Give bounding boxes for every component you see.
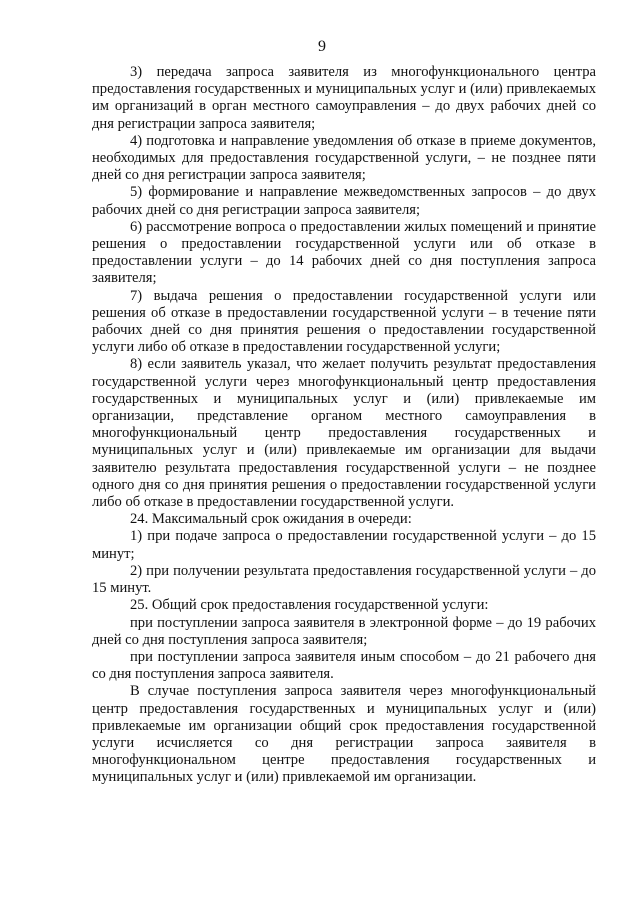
paragraph: 5) формирование и направление межведомственных запросов – до двух рабочих дней со дня регистрации запроса заявителя; <box>92 184 596 218</box>
paragraph: 3) передача запроса заявителя из многофункционального центра предоставления государственных и муниципальных услуг и (или) привлекаемых им организаций в орган местного самоуправления – до двух рабочих дней со дня регистрации запроса заявителя; <box>92 64 596 132</box>
paragraph: 8) если заявитель указал, что желает получить результат предоставления государственной услуги через многофункциональный центр предоставления государственных и муниципальных услуг и (или) привлекаемые им организации, представление органом местного самоуправления в многофункциональный центр предоставления государственных и муниципальных услуг и (или) привлекаемые им организации для выдачи заявителю результата предоставления государственной услуги – не позднее одного дня со дня принятия решения о предоставлении государственной услуги либо об отказе в предоставлении государственной услуги. <box>92 356 596 511</box>
paragraph: при поступлении запроса заявителя иным способом – до 21 рабочего дня со дня поступления запроса заявителя. <box>92 648 596 683</box>
paragraph: при поступлении запроса заявителя в электронной форме – до 19 рабочих дней со дня поступления запроса заявителя; <box>92 614 596 648</box>
paragraph: 6) рассмотрение вопроса о предоставлении жилых помещений и принятие решения о предоставлении государственной услуги или об отказе в предоставлении услуги – до 14 рабочих дней со дня поступления запроса заявителя; <box>92 218 596 287</box>
page-number: 9 <box>318 38 326 55</box>
paragraph: 1) при подаче запроса о предоставлении государственной услуги – до 15 минут; <box>92 528 596 562</box>
document-body <box>92 64 596 787</box>
paragraph: 7) выдача решения о предоставлении государственной услуги или решения об отказе в предоставлении государственной услуги – в течение пяти рабочих дней со дня принятия решения о предоставлении государственной услуги либо об отказе в предоставлении государственной услуги; <box>92 287 596 356</box>
paragraph: 4) подготовка и направление уведомления об отказе в приеме документов, необходимых для предоставления государственной услуги, – не позднее пяти дней со дня регистрации запроса заявителя; <box>92 132 596 184</box>
paragraph: 24. Максимальный срок ожидания в очереди: <box>130 511 412 528</box>
paragraph: В случае поступления запроса заявителя через многофункциональный центр предоставления государственных и муниципальных услуг и (или) привлекаемые им организации общий срок предоставления государственной услуги исчисляется со дня регистрации запроса заявителя в многофункциональном центре предоставления государственных и муниципальных услуг и (или) привлекаемой им организации. <box>92 683 596 786</box>
paragraph: 2) при получении результата предоставления государственной услуги – до 15 минут. <box>92 562 596 597</box>
paragraph: 25. Общий срок предоставления государственной услуги: <box>130 597 489 614</box>
